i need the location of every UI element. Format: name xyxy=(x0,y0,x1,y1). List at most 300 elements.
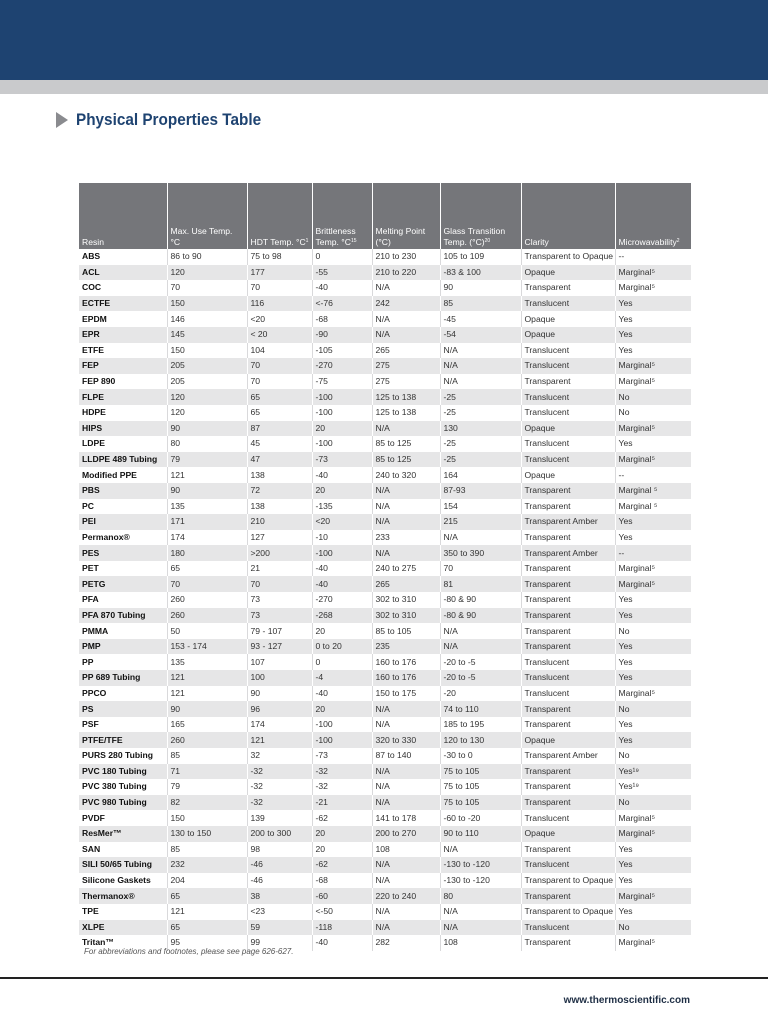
table-cell: 153 - 174 xyxy=(167,639,247,655)
table-cell: N/A xyxy=(440,623,521,639)
table-cell: 104 xyxy=(247,343,312,359)
table-cell: 70 xyxy=(247,358,312,374)
table-cell: Opaque xyxy=(521,265,615,281)
section-heading xyxy=(56,110,282,130)
table-cell: 130 to 150 xyxy=(167,826,247,842)
table-cell: -20 xyxy=(440,686,521,702)
table-cell: 71 xyxy=(167,764,247,780)
table-cell: Marginal ⁵ xyxy=(615,499,691,515)
table-cell: -- xyxy=(615,467,691,483)
resin-name-cell: PFA xyxy=(79,592,167,608)
table-cell: N/A xyxy=(372,779,440,795)
table-cell: 73 xyxy=(247,592,312,608)
table-cell: Yes xyxy=(615,857,691,873)
table-cell: N/A xyxy=(372,795,440,811)
table-cell: No xyxy=(615,623,691,639)
table-cell: -40 xyxy=(312,576,372,592)
table-cell: Marginal⁵ xyxy=(615,686,691,702)
table-row xyxy=(79,343,691,359)
column-header-label: Max. Use Temp. °C xyxy=(170,226,233,247)
table-cell: 240 to 320 xyxy=(372,467,440,483)
table-cell: Yes xyxy=(615,654,691,670)
table-cell: <20 xyxy=(312,514,372,530)
table-cell: 150 xyxy=(167,343,247,359)
table-cell: 177 xyxy=(247,265,312,281)
table-cell: Yes xyxy=(615,592,691,608)
table-cell: -90 xyxy=(312,327,372,343)
table-cell: -75 xyxy=(312,374,372,390)
resin-name-cell: PTFE/TFE xyxy=(79,732,167,748)
table-cell: 108 xyxy=(372,842,440,858)
table-cell: 90 xyxy=(167,701,247,717)
table-cell: Yes xyxy=(615,608,691,624)
column-header-label: HDT Temp. °C xyxy=(250,237,306,247)
table-row xyxy=(79,483,691,499)
table-cell: <23 xyxy=(247,904,312,920)
table-cell: Yes xyxy=(615,873,691,889)
table-cell: N/A xyxy=(440,343,521,359)
table-cell: 85 to 125 xyxy=(372,452,440,468)
table-cell: No xyxy=(615,701,691,717)
table-row xyxy=(79,701,691,717)
column-header-label: Glass Transition Temp. (°C) xyxy=(443,226,506,247)
resin-name-cell: PSF xyxy=(79,717,167,733)
table-cell: Transparent xyxy=(521,795,615,811)
table-row xyxy=(79,436,691,452)
table-cell: Translucent xyxy=(521,654,615,670)
table-cell: Yes xyxy=(615,296,691,312)
table-cell: N/A xyxy=(372,421,440,437)
table-cell: Yes xyxy=(615,639,691,655)
table-cell: 240 to 275 xyxy=(372,561,440,577)
table-cell: Translucent xyxy=(521,670,615,686)
table-cell: Translucent xyxy=(521,358,615,374)
table-cell: Transparent xyxy=(521,717,615,733)
table-cell: -40 xyxy=(312,561,372,577)
resin-name-cell: ACL xyxy=(79,265,167,281)
table-cell: -130 to -120 xyxy=(440,857,521,873)
table-cell: Marginal⁵ xyxy=(615,280,691,296)
table-cell: -68 xyxy=(312,873,372,889)
resin-name-cell: LLDPE 489 Tubing xyxy=(79,452,167,468)
table-cell: Transparent to Opaque xyxy=(521,873,615,889)
table-cell: 79 xyxy=(167,452,247,468)
resin-name-cell: FEP xyxy=(79,358,167,374)
table-cell: Transparent to Opaque xyxy=(521,249,615,265)
table-cell: N/A xyxy=(372,327,440,343)
table-cell: 72 xyxy=(247,483,312,499)
table-cell: -62 xyxy=(312,810,372,826)
table-cell: Yes xyxy=(615,436,691,452)
table-cell: Marginal ⁵ xyxy=(615,483,691,499)
table-row xyxy=(79,452,691,468)
resin-name-cell: PPCO xyxy=(79,686,167,702)
table-row xyxy=(79,795,691,811)
table-row xyxy=(79,654,691,670)
table-cell: -80 & 90 xyxy=(440,592,521,608)
table-cell: -100 xyxy=(312,717,372,733)
table-cell: Marginal⁵ xyxy=(615,561,691,577)
column-header xyxy=(312,183,372,249)
resin-name-cell: PMMA xyxy=(79,623,167,639)
table-cell: 86 to 90 xyxy=(167,249,247,265)
table-cell: 70 xyxy=(167,576,247,592)
table-row xyxy=(79,686,691,702)
table-cell: 70 xyxy=(247,374,312,390)
table-cell: Opaque xyxy=(521,421,615,437)
table-row xyxy=(79,576,691,592)
table-row xyxy=(79,374,691,390)
table-cell: 21 xyxy=(247,561,312,577)
table-cell: N/A xyxy=(440,920,521,936)
table-cell: Translucent xyxy=(521,686,615,702)
table-cell: Yes¹⁹ xyxy=(615,764,691,780)
table-cell: N/A xyxy=(372,857,440,873)
table-row xyxy=(79,904,691,920)
resin-name-cell: PMP xyxy=(79,639,167,655)
table-cell: 127 xyxy=(247,530,312,546)
table-row xyxy=(79,920,691,936)
table-cell: 150 xyxy=(167,810,247,826)
table-cell: 85 xyxy=(440,296,521,312)
table-cell: 87 to 140 xyxy=(372,748,440,764)
table-cell: Transparent xyxy=(521,374,615,390)
table-cell: -46 xyxy=(247,873,312,889)
table-cell: -32 xyxy=(312,779,372,795)
table-cell: Transparent xyxy=(521,623,615,639)
table-cell: 233 xyxy=(372,530,440,546)
column-header-label: Brittleness Temp. °C xyxy=(315,226,356,247)
table-cell: -40 xyxy=(312,280,372,296)
table-cell: Marginal⁵ xyxy=(615,826,691,842)
column-header-label: Clarity xyxy=(524,237,549,247)
table-cell: 200 to 300 xyxy=(247,826,312,842)
table-cell: 138 xyxy=(247,499,312,515)
table-row xyxy=(79,717,691,733)
table-cell: 105 to 109 xyxy=(440,249,521,265)
table-cell: 65 xyxy=(167,920,247,936)
table-cell: 81 xyxy=(440,576,521,592)
table-cell: N/A xyxy=(372,311,440,327)
table-cell: 20 xyxy=(312,701,372,717)
resin-name-cell: ResMer™ xyxy=(79,826,167,842)
table-cell: 20 xyxy=(312,421,372,437)
table-cell: Translucent xyxy=(521,405,615,421)
table-row xyxy=(79,545,691,561)
table-cell: -268 xyxy=(312,608,372,624)
table-body xyxy=(79,249,691,951)
resin-name-cell: XLPE xyxy=(79,920,167,936)
table-cell: Yes xyxy=(615,343,691,359)
table-cell: Transparent xyxy=(521,935,615,951)
table-cell: Translucent xyxy=(521,389,615,405)
table-cell: 70 xyxy=(440,561,521,577)
triangle-right-icon xyxy=(56,112,68,128)
table-cell: -10 xyxy=(312,530,372,546)
table-cell: 65 xyxy=(167,888,247,904)
table-row xyxy=(79,296,691,312)
table-cell: Transparent Amber xyxy=(521,748,615,764)
table-cell: 80 xyxy=(440,888,521,904)
table-cell: < 20 xyxy=(247,327,312,343)
table-cell: 70 xyxy=(247,576,312,592)
table-cell: -4 xyxy=(312,670,372,686)
table-cell: Opaque xyxy=(521,311,615,327)
top-banner xyxy=(0,0,768,80)
table-cell: 135 xyxy=(167,654,247,670)
resin-name-cell: SAN xyxy=(79,842,167,858)
table-cell: 70 xyxy=(167,280,247,296)
table-cell: Transparent xyxy=(521,576,615,592)
table-cell: 87 xyxy=(247,421,312,437)
resin-name-cell: PES xyxy=(79,545,167,561)
table-cell: 121 xyxy=(167,467,247,483)
resin-name-cell: PVC 180 Tubing xyxy=(79,764,167,780)
table-row xyxy=(79,670,691,686)
table-cell: 90 xyxy=(247,686,312,702)
table-cell: -40 xyxy=(312,686,372,702)
table-cell: 130 xyxy=(440,421,521,437)
table-cell: 85 xyxy=(167,748,247,764)
table-cell: No xyxy=(615,795,691,811)
table-cell: -30 to 0 xyxy=(440,748,521,764)
table-cell: Marginal⁵ xyxy=(615,452,691,468)
resin-name-cell: PVDF xyxy=(79,810,167,826)
table-cell: 242 xyxy=(372,296,440,312)
table-cell: 210 xyxy=(247,514,312,530)
table-cell: No xyxy=(615,389,691,405)
table-cell: 171 xyxy=(167,514,247,530)
table-cell: 220 to 240 xyxy=(372,888,440,904)
table-cell: Transparent to Opaque xyxy=(521,904,615,920)
column-header-label: Resin xyxy=(82,237,104,247)
table-cell: 282 xyxy=(372,935,440,951)
table-cell: 121 xyxy=(167,670,247,686)
resin-name-cell: EPDM xyxy=(79,311,167,327)
table-cell: -73 xyxy=(312,748,372,764)
table-cell: N/A xyxy=(440,842,521,858)
table-cell: 350 to 390 xyxy=(440,545,521,561)
table-cell: 275 xyxy=(372,358,440,374)
table-row xyxy=(79,249,691,265)
table-cell: Transparent xyxy=(521,499,615,515)
table-cell: -21 xyxy=(312,795,372,811)
table-cell: Transparent xyxy=(521,701,615,717)
table-cell: 65 xyxy=(167,561,247,577)
table-cell: 135 xyxy=(167,499,247,515)
table-cell: 75 to 105 xyxy=(440,795,521,811)
table-cell: N/A xyxy=(440,358,521,374)
table-cell: 139 xyxy=(247,810,312,826)
table-cell: Yes xyxy=(615,717,691,733)
table-cell: 75 to 105 xyxy=(440,764,521,780)
table-cell: Translucent xyxy=(521,920,615,936)
table-cell: 73 xyxy=(247,608,312,624)
table-cell: 275 xyxy=(372,374,440,390)
table-cell: Marginal⁵ xyxy=(615,374,691,390)
resin-name-cell: PFA 870 Tubing xyxy=(79,608,167,624)
table-cell: 99 xyxy=(247,935,312,951)
table-cell: 160 to 176 xyxy=(372,670,440,686)
resin-name-cell: Tritan™ xyxy=(79,935,167,951)
table-cell: 0 to 20 xyxy=(312,639,372,655)
table-cell: -135 xyxy=(312,499,372,515)
table-row xyxy=(79,421,691,437)
resin-name-cell: EPR xyxy=(79,327,167,343)
table-cell: 265 xyxy=(372,576,440,592)
resin-name-cell: COC xyxy=(79,280,167,296)
table-row xyxy=(79,842,691,858)
table-row xyxy=(79,608,691,624)
table-cell: Yes xyxy=(615,327,691,343)
table-cell: 65 xyxy=(247,405,312,421)
table-cell: -270 xyxy=(312,358,372,374)
table-cell: -62 xyxy=(312,857,372,873)
table-cell: Translucent xyxy=(521,436,615,452)
table-cell: -55 xyxy=(312,265,372,281)
resin-name-cell: PS xyxy=(79,701,167,717)
table-row xyxy=(79,623,691,639)
table-cell: No xyxy=(615,405,691,421)
table-cell: 260 xyxy=(167,592,247,608)
table-cell: Transparent xyxy=(521,280,615,296)
table-cell: N/A xyxy=(440,639,521,655)
table-cell: N/A xyxy=(372,717,440,733)
table-cell: -73 xyxy=(312,452,372,468)
table-cell: 116 xyxy=(247,296,312,312)
table-cell: Transparent xyxy=(521,561,615,577)
table-cell: 59 xyxy=(247,920,312,936)
table-row xyxy=(79,810,691,826)
table-cell: 154 xyxy=(440,499,521,515)
table-cell: 164 xyxy=(440,467,521,483)
table-cell: 85 to 125 xyxy=(372,436,440,452)
table-cell: -32 xyxy=(247,779,312,795)
table-cell: 0 xyxy=(312,249,372,265)
table-cell: 93 - 127 xyxy=(247,639,312,655)
table-cell: 160 to 176 xyxy=(372,654,440,670)
table-cell: Marginal⁵ xyxy=(615,358,691,374)
table-row xyxy=(79,405,691,421)
resin-name-cell: PURS 280 Tubing xyxy=(79,748,167,764)
table-cell: Opaque xyxy=(521,732,615,748)
column-header xyxy=(247,183,312,249)
table-cell: Transparent xyxy=(521,779,615,795)
resin-name-cell: PP xyxy=(79,654,167,670)
table-cell: -46 xyxy=(247,857,312,873)
table-cell: 302 to 310 xyxy=(372,608,440,624)
resin-name-cell: PETG xyxy=(79,576,167,592)
table-row xyxy=(79,327,691,343)
table-cell: Yes xyxy=(615,530,691,546)
table-cell: 121 xyxy=(247,732,312,748)
table-cell: 145 xyxy=(167,327,247,343)
table-row xyxy=(79,732,691,748)
table-cell: 141 to 178 xyxy=(372,810,440,826)
table-cell: Transparent xyxy=(521,639,615,655)
table-cell: 120 xyxy=(167,265,247,281)
table-cell: 215 xyxy=(440,514,521,530)
table-cell: -25 xyxy=(440,389,521,405)
table-cell: 125 to 138 xyxy=(372,405,440,421)
table-cell: <-50 xyxy=(312,904,372,920)
table-cell: Transparent xyxy=(521,764,615,780)
resin-name-cell: Modified PPE xyxy=(79,467,167,483)
column-header-label: Microwavability xyxy=(618,237,677,247)
table-row xyxy=(79,748,691,764)
table-cell: No xyxy=(615,748,691,764)
table-cell: 174 xyxy=(167,530,247,546)
table-cell: Yes xyxy=(615,842,691,858)
table-cell: 210 to 220 xyxy=(372,265,440,281)
table-cell: 50 xyxy=(167,623,247,639)
table-cell: 74 to 110 xyxy=(440,701,521,717)
column-header xyxy=(615,183,691,249)
table-cell: 90 xyxy=(167,483,247,499)
table-cell: Marginal⁵ xyxy=(615,576,691,592)
table-cell: 205 xyxy=(167,374,247,390)
table-cell: 108 xyxy=(440,935,521,951)
table-cell: -54 xyxy=(440,327,521,343)
table-cell: 20 xyxy=(312,842,372,858)
table-cell: 75 to 105 xyxy=(440,779,521,795)
footer-url-link[interactable]: www.thermoscientific.com xyxy=(563,995,690,1006)
table-cell: -32 xyxy=(247,795,312,811)
column-header xyxy=(167,183,247,249)
table-cell: Transparent xyxy=(521,888,615,904)
footnote-marker: 15 xyxy=(350,238,357,244)
table-cell: 120 xyxy=(167,405,247,421)
table-cell: 260 xyxy=(167,732,247,748)
table-cell: 121 xyxy=(167,686,247,702)
table-cell: 100 xyxy=(247,670,312,686)
table-cell: 79 - 107 xyxy=(247,623,312,639)
table-cell: Yes xyxy=(615,670,691,686)
resin-name-cell: HDPE xyxy=(79,405,167,421)
table-cell: Opaque xyxy=(521,467,615,483)
table-cell: 80 xyxy=(167,436,247,452)
table-cell: Yes xyxy=(615,904,691,920)
table-cell: -100 xyxy=(312,545,372,561)
table-cell: 235 xyxy=(372,639,440,655)
table-cell: 20 xyxy=(312,826,372,842)
table-cell: 70 xyxy=(247,280,312,296)
table-cell: 20 xyxy=(312,483,372,499)
resin-name-cell: PEI xyxy=(79,514,167,530)
column-header-label: Melting Point (°C) xyxy=(375,226,426,247)
table-cell: 90 xyxy=(440,280,521,296)
table-cell: N/A xyxy=(372,873,440,889)
table-cell: -32 xyxy=(312,764,372,780)
resin-name-cell: ECTFE xyxy=(79,296,167,312)
resin-name-cell: PVC 380 Tubing xyxy=(79,779,167,795)
table-cell: Transparent xyxy=(521,592,615,608)
table-cell: -118 xyxy=(312,920,372,936)
table-cell: 90 xyxy=(167,421,247,437)
table-cell: -25 xyxy=(440,452,521,468)
table-cell: -100 xyxy=(312,405,372,421)
resin-name-cell: PP 689 Tubing xyxy=(79,670,167,686)
resin-name-cell: ETFE xyxy=(79,343,167,359)
table-row xyxy=(79,592,691,608)
table-cell: -80 & 90 xyxy=(440,608,521,624)
table-cell: 82 xyxy=(167,795,247,811)
table-row xyxy=(79,873,691,889)
sub-band xyxy=(0,80,768,94)
table-row xyxy=(79,530,691,546)
table-cell: 32 xyxy=(247,748,312,764)
table-cell: 174 xyxy=(247,717,312,733)
